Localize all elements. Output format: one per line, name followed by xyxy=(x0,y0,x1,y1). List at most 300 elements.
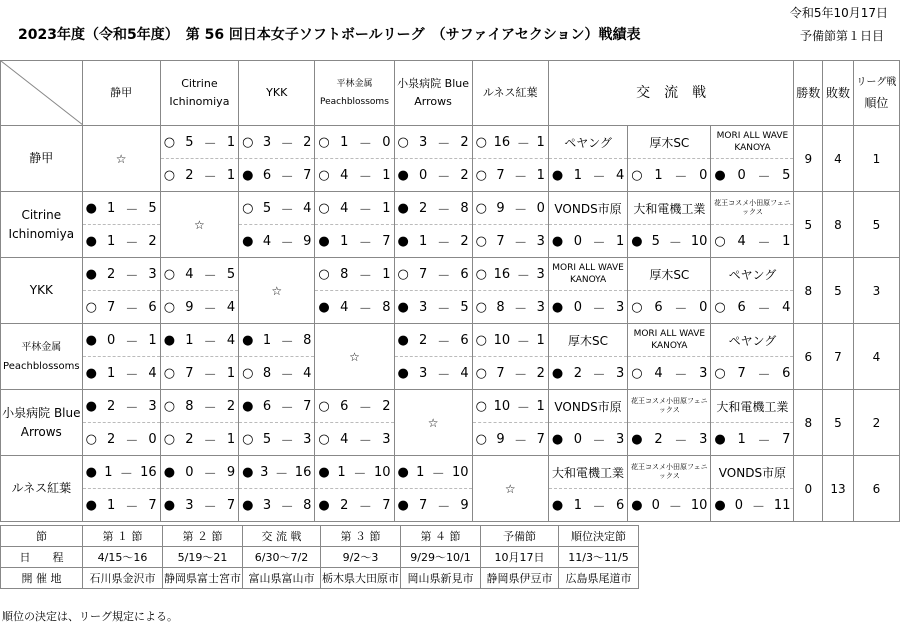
match-cell xyxy=(160,258,238,291)
score-dash: － xyxy=(516,136,530,152)
score xyxy=(315,232,393,251)
score-dash: － xyxy=(592,301,606,317)
score-against: 8 xyxy=(303,497,312,513)
result-mark: ○ xyxy=(631,365,643,381)
schedule-header: 順位決定節 xyxy=(559,526,639,547)
exchange-opponent: 大和電機工業 xyxy=(548,456,627,489)
footnote: 順位の決定は、リーグ規定による。 xyxy=(2,610,178,623)
result-mark: ○ xyxy=(318,431,330,447)
score-for: 0 xyxy=(737,167,746,183)
match-cell xyxy=(315,291,394,324)
score-for: 3 xyxy=(185,497,194,513)
match-cell xyxy=(472,225,548,258)
score-for: 2 xyxy=(185,167,194,183)
score-dash: － xyxy=(125,202,139,218)
score-dash: － xyxy=(358,268,372,284)
match-cell xyxy=(315,390,394,423)
score-against: 1 xyxy=(226,134,236,150)
score-dash: － xyxy=(514,202,528,218)
result-mark: ○ xyxy=(631,299,643,315)
exchange-opponent: 花王コスメ小田原フェニックス xyxy=(628,456,711,489)
score-against: 1 xyxy=(536,167,545,183)
score-dash: － xyxy=(203,367,217,383)
score-dash: － xyxy=(358,301,372,317)
match-cell xyxy=(160,357,238,390)
score-dash: － xyxy=(437,268,451,284)
schedule-dates-row xyxy=(1,547,639,568)
score-against: 2 xyxy=(382,398,391,414)
score xyxy=(473,133,548,152)
score-for: 1 xyxy=(737,431,746,447)
match-cell xyxy=(315,159,394,192)
schedule-header: 節 xyxy=(1,526,83,547)
score-against: 7 xyxy=(148,497,157,513)
score xyxy=(395,166,472,185)
score-for: 7 xyxy=(737,365,746,381)
score xyxy=(628,232,710,251)
score xyxy=(315,463,393,482)
schedule-date: 9/29～10/1 xyxy=(401,547,481,568)
score-dash: － xyxy=(757,433,771,449)
result-mark: ● xyxy=(242,497,254,513)
match-cell xyxy=(239,489,315,522)
result-mark: ● xyxy=(397,365,409,381)
score-for: 4 xyxy=(185,266,194,282)
score-against: 0 xyxy=(536,200,545,216)
result-mark: ● xyxy=(163,497,176,513)
result-mark: ○ xyxy=(318,200,330,216)
result-mark: ● xyxy=(397,332,409,348)
match-cell xyxy=(82,258,160,291)
score-for: 2 xyxy=(107,431,116,447)
exchange-score xyxy=(548,357,627,390)
score-for: 2 xyxy=(107,266,116,282)
result-mark: ○ xyxy=(163,167,176,183)
score xyxy=(315,133,393,152)
exchange-score xyxy=(628,291,711,324)
exchange-opponent: 花王コスメ小田原フェニックス xyxy=(711,192,794,225)
diagonal-line xyxy=(1,61,82,125)
match-cell xyxy=(315,423,394,456)
exchange-score xyxy=(711,225,794,258)
score-for: 9 xyxy=(496,200,505,216)
result-mark: ○ xyxy=(475,134,487,150)
exchange-opponent: 大和電機工業 xyxy=(711,390,794,423)
score xyxy=(549,430,627,449)
wins-value: 8 xyxy=(794,258,823,324)
score-dash: － xyxy=(592,499,606,515)
score-dash: － xyxy=(125,301,139,317)
result-mark: ● xyxy=(631,431,643,447)
exchange-score xyxy=(548,291,627,324)
score-for: 0 xyxy=(734,497,743,513)
match-cell xyxy=(394,357,472,390)
score-dash: － xyxy=(203,334,217,350)
result-mark: ○ xyxy=(475,167,487,183)
score xyxy=(473,199,548,218)
result-mark: ○ xyxy=(318,398,330,414)
score-against: 1 xyxy=(226,431,236,447)
result-mark: ● xyxy=(318,299,330,315)
score-against: 3 xyxy=(699,431,708,447)
score-against: 6 xyxy=(148,299,157,315)
score-against: 9 xyxy=(303,233,312,249)
score-dash: － xyxy=(592,433,606,449)
exchange-score xyxy=(711,357,794,390)
result-mark: ○ xyxy=(397,266,409,282)
score-for: 7 xyxy=(496,167,505,183)
row-team-name: YKK xyxy=(1,258,83,324)
score-dash: － xyxy=(125,400,139,416)
result-mark: ○ xyxy=(85,431,97,447)
exchange-score xyxy=(711,489,794,522)
score-for: 1 xyxy=(418,233,428,249)
wins-header: 勝数 xyxy=(794,61,823,126)
score-dash: － xyxy=(125,499,139,515)
score-dash: － xyxy=(757,235,771,251)
result-mark: ○ xyxy=(242,365,254,381)
score-for: 5 xyxy=(262,200,272,216)
self-match-star: ☆ xyxy=(160,192,238,258)
exchange-opponent: 花王コスメ小田原フェニックス xyxy=(628,390,711,423)
wins-value: 6 xyxy=(794,324,823,390)
score-against: 3 xyxy=(536,299,545,315)
score-for: 2 xyxy=(654,431,663,447)
score-dash: － xyxy=(514,301,528,317)
schedule-table xyxy=(0,525,639,589)
score-dash: － xyxy=(203,433,217,449)
score-against: 2 xyxy=(460,134,469,150)
score-against: 7 xyxy=(382,233,391,249)
result-mark: ○ xyxy=(475,266,487,282)
score-against: 10 xyxy=(452,464,469,480)
score-for: 0 xyxy=(573,431,582,447)
league-header xyxy=(853,61,899,126)
score-dash: － xyxy=(280,400,294,416)
score-for: 4 xyxy=(737,233,746,249)
wins-value: 9 xyxy=(794,126,823,192)
score-dash: － xyxy=(119,466,133,482)
result-mark: ○ xyxy=(242,200,254,216)
score-for: 6 xyxy=(737,299,746,315)
header-row xyxy=(1,61,900,126)
score xyxy=(161,364,238,383)
match-cell xyxy=(160,489,238,522)
score-against: 11 xyxy=(773,497,791,513)
result-mark: ○ xyxy=(163,398,176,414)
schedule-venue: 富山県富山市 xyxy=(243,568,321,589)
result-mark: ● xyxy=(85,200,97,216)
match-cell xyxy=(82,225,160,258)
score xyxy=(395,463,472,482)
exchange-score xyxy=(548,159,627,192)
score xyxy=(711,430,793,449)
score-against: 4 xyxy=(460,365,469,381)
result-mark: ● xyxy=(85,365,97,381)
exchange-score xyxy=(548,489,627,522)
score xyxy=(315,430,393,449)
score-for: 7 xyxy=(418,497,428,513)
score-against: 6 xyxy=(782,365,791,381)
score-for: 3 xyxy=(260,464,269,480)
score-against: 3 xyxy=(148,398,157,414)
score-for: 2 xyxy=(185,431,194,447)
result-mark: ● xyxy=(551,233,564,249)
score-against: 3 xyxy=(699,365,708,381)
dates-label: 日 程 xyxy=(1,547,83,568)
match-cell xyxy=(315,192,394,225)
venue-label: 開 催 地 xyxy=(1,568,83,589)
score-dash: － xyxy=(280,136,294,152)
score-against: 3 xyxy=(382,431,391,447)
score-against: 1 xyxy=(382,200,391,216)
exchange-opponent: 厚木SC xyxy=(628,258,711,291)
score xyxy=(239,331,314,350)
score-for: 1 xyxy=(573,167,582,183)
score-for: 5 xyxy=(651,233,660,249)
score-against: 4 xyxy=(226,299,236,315)
match-cell xyxy=(239,390,315,423)
score-dash: － xyxy=(358,202,372,218)
score-for: 2 xyxy=(418,332,428,348)
match-cell xyxy=(82,291,160,324)
schedule-venue: 静岡県伊豆市 xyxy=(481,568,559,589)
score-against: 6 xyxy=(460,266,469,282)
score-dash: － xyxy=(203,301,217,317)
score-for: 2 xyxy=(340,497,349,513)
result-mark: ● xyxy=(397,200,409,216)
result-mark: ○ xyxy=(242,431,254,447)
score xyxy=(315,397,393,416)
self-match-star: ☆ xyxy=(315,324,394,390)
score-against: 1 xyxy=(782,233,791,249)
schedule-date: 9/2～3 xyxy=(321,547,401,568)
exchange-opponent: VONDS市原 xyxy=(548,192,627,225)
score-for: 7 xyxy=(418,266,428,282)
match-cell xyxy=(472,192,548,225)
score-dash: － xyxy=(358,433,372,449)
score xyxy=(83,430,160,449)
score xyxy=(83,364,160,383)
score-against: 4 xyxy=(303,365,312,381)
score-for: 3 xyxy=(262,134,272,150)
match-cell xyxy=(160,291,238,324)
result-mark: ○ xyxy=(163,431,176,447)
score-for: 1 xyxy=(416,464,425,480)
score-dash: － xyxy=(592,235,606,251)
score xyxy=(161,133,238,152)
score-for: 0 xyxy=(651,497,660,513)
score-dash: － xyxy=(592,169,606,185)
result-mark: ○ xyxy=(631,167,643,183)
losses-value: 7 xyxy=(823,324,854,390)
score-for: 0 xyxy=(573,233,582,249)
score-dash: － xyxy=(668,235,682,251)
score-for: 7 xyxy=(185,365,194,381)
score-against: 7 xyxy=(303,167,312,183)
score-dash: － xyxy=(280,235,294,251)
match-cell xyxy=(394,159,472,192)
match-cell xyxy=(82,192,160,225)
score-against: 1 xyxy=(536,398,545,414)
score-for: 7 xyxy=(496,365,505,381)
score-against: 2 xyxy=(460,167,469,183)
score-against: 7 xyxy=(782,431,791,447)
match-cell xyxy=(394,489,472,522)
self-match-star: ☆ xyxy=(82,126,160,192)
exchange-opponent: 厚木SC xyxy=(628,126,711,159)
exchange-score xyxy=(628,357,711,390)
score-against: 6 xyxy=(460,332,469,348)
score-for: 1 xyxy=(104,464,113,480)
score-dash: － xyxy=(358,169,372,185)
score-against: 4 xyxy=(148,365,157,381)
score-dash: － xyxy=(437,367,451,383)
result-mark: ● xyxy=(242,332,254,348)
match-cell xyxy=(394,291,472,324)
score-dash: － xyxy=(437,499,451,515)
score-against: 5 xyxy=(460,299,469,315)
score-for: 1 xyxy=(654,167,663,183)
match-cell xyxy=(239,159,315,192)
score xyxy=(83,199,160,218)
result-mark: ● xyxy=(85,398,97,414)
score-dash: － xyxy=(280,334,294,350)
score-for: 1 xyxy=(340,233,349,249)
score xyxy=(83,331,160,350)
score xyxy=(549,298,627,317)
score xyxy=(395,232,472,251)
self-match-star: ☆ xyxy=(239,258,315,324)
match-cell xyxy=(82,357,160,390)
corner-cell xyxy=(1,61,83,126)
score-dash: － xyxy=(280,169,294,185)
result-mark: ● xyxy=(318,464,330,480)
score-against: 1 xyxy=(536,332,545,348)
score-for: 6 xyxy=(262,398,272,414)
score-for: 9 xyxy=(496,431,505,447)
schedule-venue: 静岡県富士宮市 xyxy=(163,568,243,589)
score-dash: － xyxy=(437,301,451,317)
league-label: リーグ戦 xyxy=(856,77,897,88)
score xyxy=(473,265,548,284)
exchange-opponent: ペヤング xyxy=(711,324,794,357)
schedule-date: 5/19～21 xyxy=(163,547,243,568)
score-for: 6 xyxy=(262,167,272,183)
score xyxy=(239,199,314,218)
exchange-score xyxy=(711,423,794,456)
score-dash: － xyxy=(751,499,765,515)
result-mark: ○ xyxy=(85,299,97,315)
score xyxy=(473,364,548,383)
result-mark: ● xyxy=(551,365,564,381)
score-dash: － xyxy=(125,367,139,383)
score-against: 10 xyxy=(690,497,708,513)
match-cell xyxy=(82,390,160,423)
score-for: 3 xyxy=(262,497,272,513)
results-table xyxy=(0,60,900,522)
score-dash: － xyxy=(203,466,217,482)
score-for: 10 xyxy=(493,398,511,414)
score-against: 8 xyxy=(460,200,469,216)
match-cell xyxy=(315,258,394,291)
result-mark: ○ xyxy=(714,365,726,381)
score-against: 10 xyxy=(690,233,708,249)
score-for: 3 xyxy=(418,134,428,150)
schedule-venue-row xyxy=(1,568,639,589)
score-for: 4 xyxy=(340,200,349,216)
score-for: 2 xyxy=(573,365,582,381)
score-against: 1 xyxy=(226,365,236,381)
result-mark: ○ xyxy=(475,299,487,315)
score-dash: － xyxy=(280,499,294,515)
score-against: 16 xyxy=(294,464,312,480)
score-for: 6 xyxy=(654,299,663,315)
wins-value: 8 xyxy=(794,390,823,456)
score-for: 16 xyxy=(493,266,511,282)
result-mark: ● xyxy=(551,299,564,315)
score xyxy=(161,166,238,185)
exchange-opponent: ペヤング xyxy=(548,126,627,159)
score-for: 5 xyxy=(262,431,272,447)
score-for: 2 xyxy=(107,398,116,414)
score-for: 4 xyxy=(340,431,349,447)
result-mark: ○ xyxy=(475,398,487,414)
result-mark: ● xyxy=(397,299,409,315)
score xyxy=(239,463,314,482)
score-for: 1 xyxy=(340,134,349,150)
score-dash: － xyxy=(757,301,771,317)
score xyxy=(83,265,160,284)
score-for: 10 xyxy=(493,332,511,348)
score xyxy=(549,496,627,515)
exchange-opponent: VONDS市原 xyxy=(711,456,794,489)
col-header: 小泉病院 Blue Arrows xyxy=(394,61,472,126)
score xyxy=(161,463,238,482)
result-mark: ○ xyxy=(163,365,176,381)
schedule-venue: 栃木県大田原市 xyxy=(321,568,401,589)
score-against: 2 xyxy=(303,134,312,150)
row-team-name: Citrine Ichinomiya xyxy=(1,192,83,258)
result-mark: ● xyxy=(85,497,97,513)
result-mark: ● xyxy=(714,167,726,183)
score-dash: － xyxy=(516,268,530,284)
exchange-score xyxy=(628,423,711,456)
match-cell xyxy=(315,225,394,258)
result-mark: ○ xyxy=(242,134,254,150)
round-label: 予備節第１日目 xyxy=(799,29,884,43)
score-against: 1 xyxy=(536,134,545,150)
match-cell xyxy=(472,258,548,291)
score-for: 6 xyxy=(340,398,349,414)
result-mark: ○ xyxy=(475,431,487,447)
score-against: 5 xyxy=(782,167,791,183)
col-header: 平林金属 Peachblossoms xyxy=(315,61,394,126)
col-header: 静甲 xyxy=(82,61,160,126)
score-dash: － xyxy=(125,334,139,350)
score-against: 3 xyxy=(615,365,625,381)
wins-value: 5 xyxy=(794,192,823,258)
result-mark: ● xyxy=(85,332,97,348)
col-header: ルネス紅葉 xyxy=(472,61,548,126)
score xyxy=(161,430,238,449)
result-mark: ○ xyxy=(318,167,330,183)
match-cell xyxy=(394,456,472,489)
score-against: 1 xyxy=(226,167,236,183)
score-dash: － xyxy=(514,235,528,251)
score-dash: － xyxy=(757,367,771,383)
losses-value: 8 xyxy=(823,192,854,258)
